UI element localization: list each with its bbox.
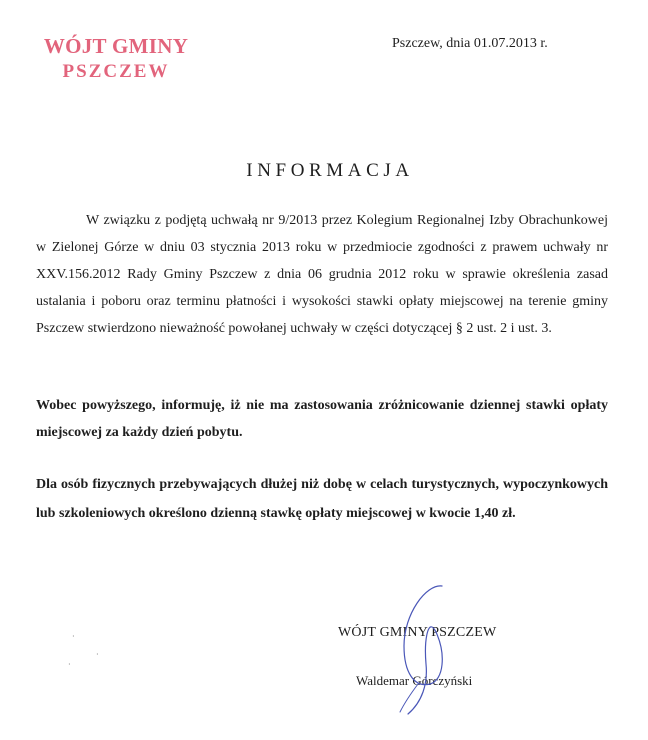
signatory-name: Waldemar Górczyński	[356, 673, 473, 688]
signatory-title: WÓJT GMINY PSZCZEW	[338, 625, 497, 640]
place-and-date: Pszczew, dnia 01.07.2013 r.	[392, 36, 548, 51]
scan-speck: ·	[96, 650, 99, 659]
signature-stroke-2	[400, 684, 418, 712]
document-title: INFORMACJA	[246, 160, 414, 181]
handwritten-signature	[378, 580, 468, 720]
paragraph-fee-rate: Dla osób fizycznych przebywających dłużej niż dobę w celach turystycznych, wypoczynkowych lub szkoleniowych określono dzienną stawkę opłaty miejscowej w kwocie 1,40 zł.	[36, 477, 608, 521]
paragraph-notice: Wobec powyższego, informuję, iż nie ma zastosowania zróżnicowanie dziennej stawki opłaty miejscowej za każdy dzień pobytu.	[36, 398, 608, 440]
scan-speck: ·	[68, 660, 71, 669]
stamp-line-2: PSZCZEW	[62, 61, 170, 82]
paragraph-resolution: W związku z podjętą uchwałą nr 9/2013 przez Kolegium Regionalnej Izby Obrachunkowej w Zielonej Górze w dniu 03 stycznia 2013 roku w przedmiocie zgodności z prawem uchwały nr XXV.156.2012 Rady Gminy Pszczew z dnia 06 grudnia 2012 roku w sprawie określenia zasad ustalania i poboru oraz terminu płatności i wysokości stawki opłaty miejscowej na terenie gminy Pszczew stwierdzono nieważność powołanej uchwały w części dotyczącej § 2 ust. 2 i ust. 3.	[36, 213, 608, 336]
scan-speck: ·	[72, 632, 75, 641]
office-stamp	[36, 34, 196, 84]
stamp-line-1: WÓJT GMINY	[43, 34, 189, 58]
